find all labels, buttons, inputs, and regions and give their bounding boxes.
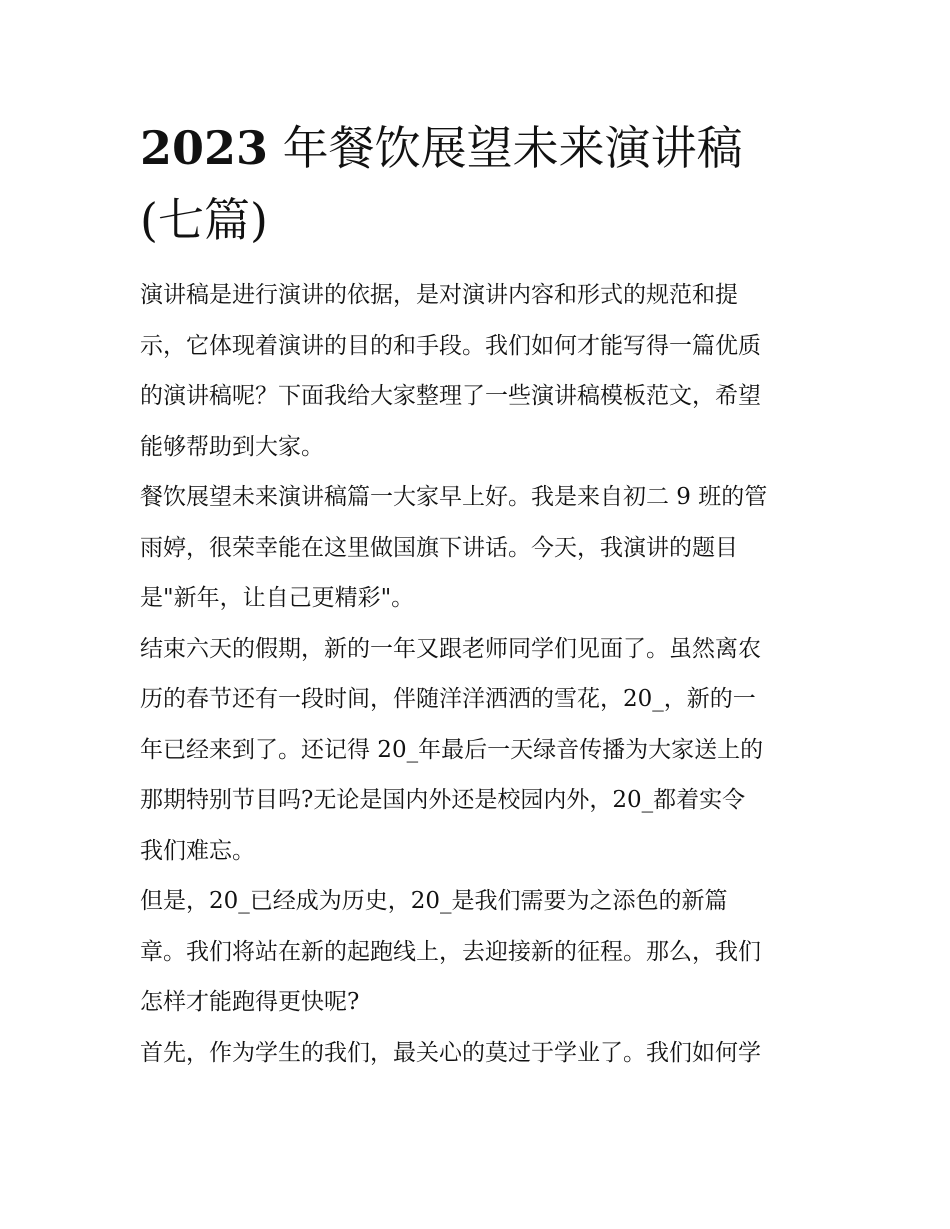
text-line: 雨婷，很荣幸能在这里做国旗下讲话。今天，我演讲的题目: [140, 534, 738, 561]
paragraph-speech-one: [140, 472, 812, 624]
document-body: [140, 112, 812, 1078]
text-line: 但是，20_已经成为历史，20_是我们需要为之添色的新篇: [140, 888, 728, 914]
title-line: (七篇): [140, 193, 268, 247]
paragraph-study: [140, 1028, 812, 1079]
text-line: 示，它体现着演讲的目的和手段。我们如何才能写得一篇优质: [140, 332, 761, 359]
text-line: 能够帮助到大家。: [140, 433, 324, 460]
text-line: 怎样才能跑得更快呢?: [140, 989, 360, 1015]
paragraph-intro: [140, 270, 812, 472]
text-line: 是"新年，让自己更精彩"。: [140, 585, 415, 611]
title-line: 2023 年餐饮展望未来演讲稿: [140, 121, 743, 175]
text-line: 章。我们将站在新的起跑线上，去迎接新的征程。那么，我们: [140, 938, 761, 965]
page-title: [140, 112, 812, 256]
text-line: 的演讲稿呢？下面我给大家整理了一些演讲稿模板范文，希望: [140, 383, 761, 409]
text-line: 首先，作为学生的我们，最关心的莫过于学业了。我们如何学: [140, 1039, 761, 1066]
paragraph-holiday: [140, 624, 812, 877]
paragraph-new-chapter: [140, 876, 812, 1028]
text-line: 历的春节还有一段时间，伴随洋洋洒洒的雪花，20_，新的一: [140, 686, 756, 712]
text-line: 那期特别节目吗?无论是国内外还是校园内外，20_都着实令: [140, 787, 746, 813]
text-line: 结束六天的假期，新的一年又跟老师同学们见面了。虽然离农: [140, 635, 761, 662]
text-line: 年已经来到了。还记得 20_年最后一天绿音传播为大家送上的: [140, 736, 764, 763]
text-line: 我们难忘。: [140, 837, 255, 864]
text-line: 演讲稿是进行演讲的依据，是对演讲内容和形式的规范和提: [140, 282, 738, 308]
text-line: 餐饮展望未来演讲稿篇一大家早上好。我是来自初二 9 班的管: [140, 484, 768, 510]
